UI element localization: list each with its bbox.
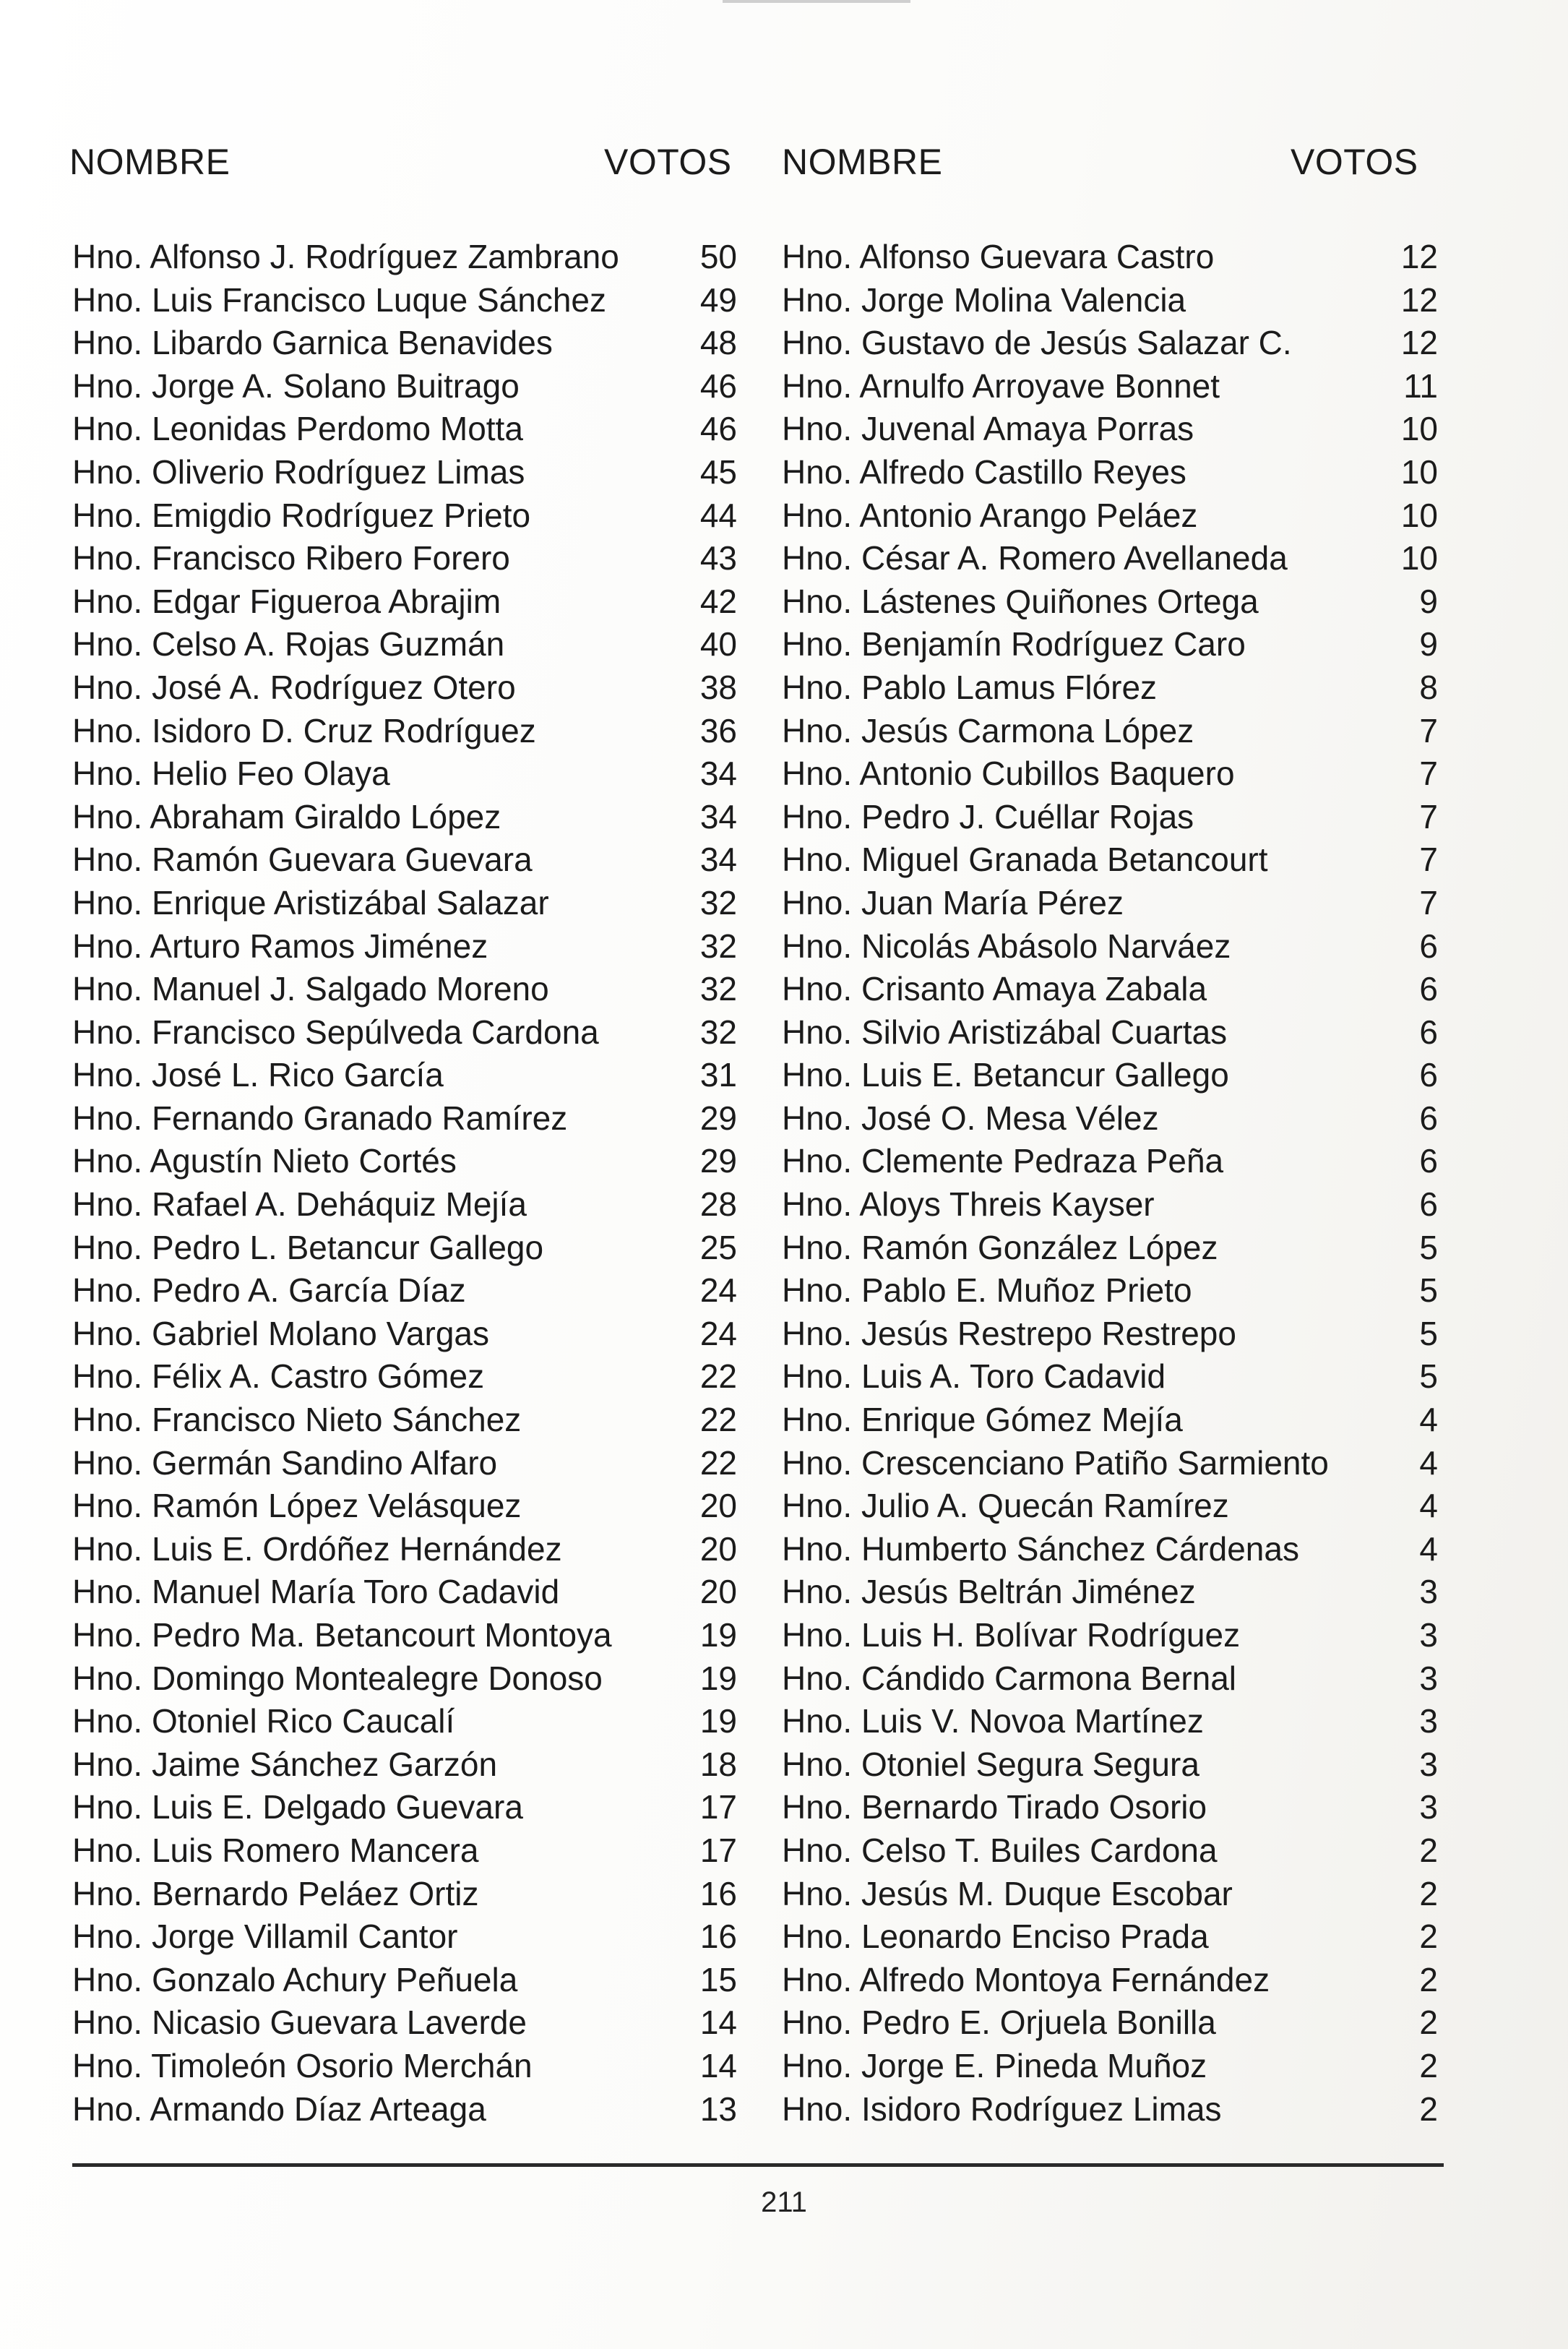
table-row	[72, 1614, 737, 1657]
table-row	[782, 365, 1438, 408]
vote-count: 29	[699, 1142, 737, 1180]
vote-count: 17	[699, 1831, 737, 1869]
vote-count: 42	[699, 582, 737, 620]
table-row	[72, 796, 737, 839]
table-row	[72, 1700, 737, 1743]
column-headers	[69, 141, 1442, 199]
vote-count: 9	[1419, 625, 1438, 664]
member-name: Hno. Pedro Ma. Betancourt Montoya	[72, 1616, 612, 1654]
member-name: Hno. Gonzalo Achury Peñuela	[72, 1960, 518, 1998]
vote-count: 2	[1419, 1960, 1438, 1998]
table-row	[782, 1700, 1438, 1743]
table-row	[782, 1097, 1438, 1141]
table-row	[782, 710, 1438, 753]
table-row	[782, 408, 1438, 451]
table-row	[782, 279, 1438, 322]
member-name: Hno. Enrique Aristizábal Salazar	[72, 883, 549, 922]
table-row	[72, 710, 737, 753]
table-row	[782, 1743, 1438, 1787]
member-name: Hno. Manuel María Toro Cadavid	[72, 1573, 560, 1611]
vote-count: 6	[1419, 970, 1438, 1008]
vote-count: 12	[1400, 324, 1438, 362]
table-row	[782, 752, 1438, 796]
right-votes-header: VOTOS	[1291, 142, 1418, 182]
table-row	[72, 925, 737, 969]
member-name: Hno. Jorge Villamil Cantor	[72, 1918, 458, 1956]
member-name: Hno. Otoniel Segura Segura	[782, 1745, 1199, 1783]
vote-count: 5	[1419, 1271, 1438, 1310]
table-row	[72, 1442, 737, 1485]
member-name: Hno. Jesús Restrepo Restrepo	[782, 1314, 1236, 1352]
vote-count: 7	[1419, 841, 1438, 879]
table-row	[72, 537, 737, 580]
vote-count: 9	[1419, 582, 1438, 620]
member-name: Hno. Leonidas Perdomo Motta	[72, 410, 523, 448]
member-name: Hno. Alfredo Castillo Reyes	[782, 452, 1186, 491]
vote-count: 6	[1419, 1013, 1438, 1051]
table-row	[782, 1873, 1438, 1916]
vote-count: 12	[1400, 280, 1438, 319]
vote-count: 16	[699, 1874, 737, 1912]
table-row	[782, 1528, 1438, 1571]
member-name: Hno. Miguel Granada Betancourt	[782, 841, 1268, 879]
table-row	[782, 1399, 1438, 1442]
vote-count: 4	[1419, 1443, 1438, 1482]
vote-count: 36	[699, 711, 737, 750]
member-name: Hno. Alfonso Guevara Castro	[782, 238, 1215, 275]
member-name: Hno. Domingo Montealegre Donoso	[72, 1659, 603, 1697]
table-row	[782, 968, 1438, 1011]
table-row	[782, 580, 1438, 624]
vote-count: 16	[699, 1918, 737, 1956]
table-row	[782, 1313, 1438, 1356]
vote-count: 19	[699, 1616, 737, 1654]
member-name: Hno. Francisco Sepúlveda Cardona	[72, 1013, 599, 1051]
member-name: Hno. Francisco Ribero Forero	[72, 539, 510, 577]
table-row	[782, 2001, 1438, 2045]
member-name: Hno. Isidoro D. Cruz Rodríguez	[72, 711, 536, 750]
member-name: Hno. Pablo E. Muñoz Prieto	[782, 1271, 1192, 1310]
member-name: Hno. Jesús M. Duque Escobar	[782, 1874, 1233, 1912]
table-row	[782, 925, 1438, 969]
table-row	[782, 882, 1438, 925]
vote-count: 46	[699, 366, 737, 405]
member-name: Hno. Celso T. Builes Cardona	[782, 1831, 1218, 1869]
member-name: Hno. Pedro E. Orjuela Bonilla	[782, 2004, 1216, 2042]
table-row	[72, 1011, 737, 1055]
table-row	[72, 236, 737, 279]
table-row	[782, 1614, 1438, 1657]
vote-count: 5	[1419, 1228, 1438, 1266]
table-row	[782, 1959, 1438, 2002]
member-name: Hno. Fernando Granado Ramírez	[72, 1099, 568, 1137]
table-row	[72, 1571, 737, 1614]
member-name: Hno. Humberto Sánchez Cárdenas	[782, 1529, 1299, 1568]
vote-count: 32	[699, 1013, 737, 1051]
table-row	[782, 1183, 1438, 1227]
table-row	[72, 882, 737, 925]
member-name: Hno. Aloys Threis Kayser	[782, 1185, 1155, 1224]
vote-count: 13	[699, 2090, 737, 2128]
table-row	[782, 537, 1438, 580]
member-name: Hno. Edgar Figueroa Abrajim	[72, 582, 501, 620]
vote-count: 22	[699, 1357, 737, 1396]
vote-count: 6	[1419, 1056, 1438, 1094]
member-name: Hno. Crescenciano Patiño Sarmiento	[782, 1443, 1329, 1482]
table-row	[782, 1485, 1438, 1528]
member-name: Hno. Armando Díaz Arteaga	[72, 2090, 486, 2128]
table-row	[72, 1743, 737, 1787]
table-row	[72, 408, 737, 451]
vote-count: 28	[699, 1185, 737, 1224]
member-name: Hno. José A. Rodríguez Otero	[72, 668, 516, 706]
member-name: Hno. Pablo Lamus Flórez	[782, 668, 1158, 706]
table-row	[782, 1915, 1438, 1959]
vote-count: 31	[699, 1056, 737, 1094]
vote-count: 20	[699, 1529, 737, 1568]
member-name: Hno. Libardo Garnica Benavides	[72, 324, 553, 362]
table-row	[72, 1054, 737, 1097]
vote-count: 3	[1419, 1659, 1438, 1697]
table-row	[782, 494, 1438, 538]
member-name: Hno. Lástenes Quiñones Ortega	[782, 582, 1259, 620]
member-name: Hno. Enrique Gómez Mejía	[782, 1401, 1183, 1439]
vote-count: 46	[699, 410, 737, 448]
member-name: Hno. Ramón González López	[782, 1228, 1218, 1266]
member-name: Hno. Crisanto Amaya Zabala	[782, 970, 1207, 1008]
vote-count: 49	[699, 280, 737, 319]
vote-count: 12	[1400, 238, 1438, 275]
vote-count: 2	[1419, 2090, 1438, 2128]
member-name: Hno. Benjamín Rodríguez Caro	[782, 625, 1246, 664]
member-name: Hno. Luis Romero Mancera	[72, 1831, 479, 1869]
vote-count: 15	[699, 1960, 737, 1998]
table-row	[72, 1829, 737, 1873]
member-name: Hno. Ramón López Velásquez	[72, 1487, 522, 1525]
table-row	[72, 2088, 737, 2131]
member-name: Hno. Abraham Giraldo López	[72, 797, 501, 836]
vote-count: 24	[699, 1271, 737, 1310]
vote-count: 10	[1400, 496, 1438, 534]
vote-count: 44	[699, 496, 737, 534]
vote-count: 34	[699, 797, 737, 836]
vote-count: 38	[699, 668, 737, 706]
table-row	[782, 1657, 1438, 1701]
member-name: Hno. Oliverio Rodríguez Limas	[72, 452, 525, 491]
member-name: Hno. Agustín Nieto Cortés	[72, 1142, 457, 1180]
member-name: Hno. Jorge Molina Valencia	[782, 280, 1186, 319]
member-name: Hno. Timoleón Osorio Merchán	[72, 2046, 533, 2084]
table-row	[72, 1915, 737, 1959]
table-row	[72, 1528, 737, 1571]
member-name: Hno. Félix A. Castro Gómez	[72, 1357, 485, 1396]
vote-count: 3	[1419, 1616, 1438, 1654]
table-row	[782, 2088, 1438, 2131]
table-row	[782, 451, 1438, 494]
vote-count: 5	[1419, 1314, 1438, 1352]
vote-count: 22	[699, 1443, 737, 1482]
member-name: Hno. Julio A. Quecán Ramírez	[782, 1487, 1229, 1525]
table-row	[72, 451, 737, 494]
table-row	[782, 1011, 1438, 1055]
vote-count: 29	[699, 1099, 737, 1137]
table-row	[72, 322, 737, 365]
member-name: Hno. José O. Mesa Vélez	[782, 1099, 1159, 1137]
table-row	[782, 322, 1438, 365]
member-name: Hno. Luis E. Delgado Guevara	[72, 1788, 523, 1826]
table-row	[72, 968, 737, 1011]
vote-count: 43	[699, 539, 737, 577]
table-row	[782, 623, 1438, 666]
top-edge-mark	[723, 0, 910, 3]
vote-count: 25	[699, 1228, 737, 1266]
member-name: Hno. Gustavo de Jesús Salazar C.	[782, 324, 1292, 362]
table-row	[782, 1571, 1438, 1614]
member-name: Hno. Pedro A. García Díaz	[72, 1271, 466, 1310]
member-name: Hno. Luis A. Toro Cadavid	[782, 1357, 1166, 1396]
member-name: Hno. Silvio Aristizábal Cuartas	[782, 1013, 1228, 1051]
member-name: Hno. Juvenal Amaya Porras	[782, 410, 1194, 448]
vote-count: 6	[1419, 1185, 1438, 1224]
vote-count: 32	[699, 970, 737, 1008]
table-row	[72, 1959, 737, 2002]
vote-count: 48	[699, 324, 737, 362]
table-row	[72, 838, 737, 882]
table-row	[72, 1657, 737, 1701]
right-vote-list	[782, 236, 1438, 2131]
table-row	[72, 1227, 737, 1270]
vote-count: 6	[1419, 927, 1438, 965]
member-name: Hno. Luis H. Bolívar Rodríguez	[782, 1616, 1241, 1654]
vote-count: 7	[1419, 797, 1438, 836]
member-name: Hno. Helio Feo Olaya	[72, 755, 390, 793]
member-name: Hno. Pedro L. Betancur Gallego	[72, 1228, 544, 1266]
vote-count: 5	[1419, 1357, 1438, 1396]
member-name: Hno. Gabriel Molano Vargas	[72, 1314, 489, 1352]
vote-count: 4	[1419, 1529, 1438, 1568]
member-name: Hno. Isidoro Rodríguez Limas	[782, 2090, 1222, 2128]
member-name: Hno. Bernardo Peláez Ortiz	[72, 1874, 479, 1912]
vote-count: 10	[1400, 410, 1438, 448]
vote-count: 22	[699, 1401, 737, 1439]
table-row	[782, 2045, 1438, 2088]
vote-count: 3	[1419, 1788, 1438, 1826]
member-name: Hno. César A. Romero Avellaneda	[782, 539, 1288, 577]
member-name: Hno. Jaime Sánchez Garzón	[72, 1745, 498, 1783]
vote-count: 2	[1419, 1874, 1438, 1912]
member-name: Hno. Jesús Beltrán Jiménez	[782, 1573, 1196, 1611]
table-row	[782, 1227, 1438, 1270]
member-name: Hno. Celso A. Rojas Guzmán	[72, 625, 505, 664]
table-row	[782, 666, 1438, 710]
vote-count: 32	[699, 927, 737, 965]
vote-count: 3	[1419, 1745, 1438, 1783]
member-name: Hno. Luis V. Novoa Martínez	[782, 1702, 1204, 1740]
vote-count: 2	[1419, 1831, 1438, 1869]
vote-count: 20	[699, 1487, 737, 1525]
member-name: Hno. Luis E. Betancur Gallego	[782, 1056, 1229, 1094]
vote-count: 2	[1419, 2004, 1438, 2042]
page-number: 211	[761, 2186, 807, 2218]
vote-count: 34	[699, 755, 737, 793]
vote-count: 11	[1403, 366, 1438, 405]
vote-count: 7	[1419, 711, 1438, 750]
member-name: Hno. Juan María Pérez	[782, 883, 1124, 922]
member-name: Hno. Ramón Guevara Guevara	[72, 841, 533, 879]
vote-count: 45	[699, 452, 737, 491]
table-row	[782, 1829, 1438, 1873]
member-name: Hno. Nicasio Guevara Laverde	[72, 2004, 527, 2042]
table-row	[72, 1183, 737, 1227]
member-name: Hno. Manuel J. Salgado Moreno	[72, 970, 549, 1008]
vote-count: 34	[699, 841, 737, 879]
table-row	[782, 796, 1438, 839]
vote-count: 6	[1419, 1142, 1438, 1180]
vote-count: 7	[1419, 883, 1438, 922]
member-name: Hno. Antonio Cubillos Baquero	[782, 755, 1235, 793]
table-row	[72, 1313, 737, 1356]
member-name: Hno. Nicolás Abásolo Narváez	[782, 927, 1231, 965]
table-row	[72, 1399, 737, 1442]
vote-count: 2	[1419, 1918, 1438, 1956]
vote-count: 4	[1419, 1401, 1438, 1439]
member-name: Hno. José L. Rico García	[72, 1056, 444, 1094]
table-row	[782, 1269, 1438, 1313]
member-name: Hno. Luis E. Ordóñez Hernández	[72, 1529, 562, 1568]
table-row	[72, 279, 737, 322]
table-row	[72, 666, 737, 710]
vote-count: 3	[1419, 1573, 1438, 1611]
member-name: Hno. Arnulfo Arroyave Bonnet	[782, 366, 1220, 405]
member-name: Hno. Alfredo Montoya Fernández	[782, 1960, 1270, 1998]
vote-count: 14	[699, 2004, 737, 2042]
member-name: Hno. Bernardo Tirado Osorio	[782, 1788, 1207, 1826]
vote-count: 10	[1400, 539, 1438, 577]
member-name: Hno. Rafael A. Deháquiz Mejía	[72, 1185, 527, 1224]
vote-count: 7	[1419, 755, 1438, 793]
table-row	[782, 1054, 1438, 1097]
table-row	[72, 1097, 737, 1141]
vote-count: 18	[699, 1745, 737, 1783]
vote-count: 32	[699, 883, 737, 922]
vote-count: 10	[1400, 452, 1438, 491]
vote-count: 40	[699, 625, 737, 664]
left-name-header: NOMBRE	[69, 142, 231, 182]
table-row	[72, 1485, 737, 1528]
table-row	[782, 1442, 1438, 1485]
vote-count: 20	[699, 1573, 737, 1611]
vote-count: 24	[699, 1314, 737, 1352]
member-name: Hno. Emigdio Rodríguez Prieto	[72, 496, 531, 534]
member-name: Hno. Francisco Nieto Sánchez	[72, 1401, 522, 1439]
member-name: Hno. Cándido Carmona Bernal	[782, 1659, 1237, 1697]
vote-count: 14	[699, 2046, 737, 2084]
vote-count: 19	[699, 1659, 737, 1697]
table-row	[72, 580, 737, 624]
vote-count: 8	[1419, 668, 1438, 706]
vote-count: 50	[699, 238, 737, 275]
table-row	[72, 1873, 737, 1916]
member-name: Hno. Luis Francisco Luque Sánchez	[72, 280, 606, 319]
vote-count: 2	[1419, 2046, 1438, 2084]
member-name: Hno. Jesús Carmona López	[782, 711, 1194, 750]
member-name: Hno. Clemente Pedraza Peña	[782, 1142, 1224, 1180]
vote-count: 4	[1419, 1487, 1438, 1525]
vote-count: 6	[1419, 1099, 1438, 1137]
vote-count: 3	[1419, 1702, 1438, 1740]
member-name: Hno. Pedro J. Cuéllar Rojas	[782, 797, 1194, 836]
member-name: Hno. Jorge A. Solano Buitrago	[72, 366, 520, 405]
table-row	[72, 1786, 737, 1829]
footer-rule	[72, 2163, 1444, 2167]
table-row	[72, 494, 737, 538]
table-row	[782, 1786, 1438, 1829]
table-row	[72, 752, 737, 796]
vote-count: 19	[699, 1702, 737, 1740]
member-name: Hno. Antonio Arango Peláez	[782, 496, 1198, 534]
right-name-header: NOMBRE	[782, 142, 943, 182]
member-name: Hno. Otoniel Rico Caucalí	[72, 1702, 455, 1740]
table-row	[72, 1355, 737, 1399]
table-row	[782, 236, 1438, 279]
table-row	[782, 838, 1438, 882]
table-row	[72, 2045, 737, 2088]
member-name: Hno. Leonardo Enciso Prada	[782, 1918, 1209, 1956]
table-row	[72, 1140, 737, 1183]
table-row	[72, 1269, 737, 1313]
left-vote-list	[72, 236, 737, 2131]
table-row	[72, 623, 737, 666]
table-row	[72, 365, 737, 408]
table-row	[782, 1355, 1438, 1399]
table-row	[782, 1140, 1438, 1183]
member-name: Hno. Germán Sandino Alfaro	[72, 1443, 498, 1482]
member-name: Hno. Arturo Ramos Jiménez	[72, 927, 488, 965]
member-name: Hno. Alfonso J. Rodríguez Zambrano	[72, 238, 619, 275]
table-row	[72, 2001, 737, 2045]
vote-count: 17	[699, 1788, 737, 1826]
member-name: Hno. Jorge E. Pineda Muñoz	[782, 2046, 1207, 2084]
left-votes-header: VOTOS	[604, 142, 732, 182]
